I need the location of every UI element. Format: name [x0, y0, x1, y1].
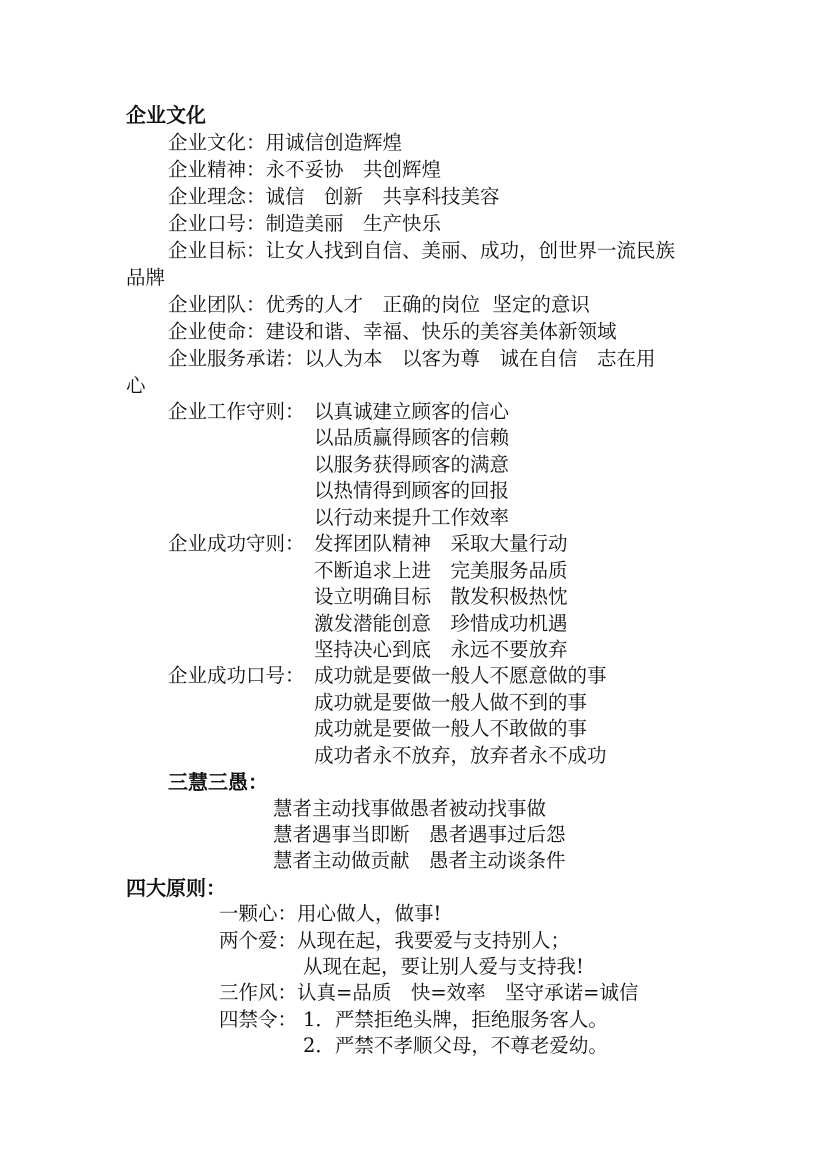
success-slogan-item: 成功就是要做一般人不敢做的事 [314, 717, 588, 740]
success-rule-item: 坚持决心到底 永远不要放弃 [314, 638, 568, 661]
principle-style: 三作风：认真=品质 快=效率 坚守承诺=诚信 [219, 981, 639, 1004]
success-rules-label: 企业成功守则： [168, 532, 305, 555]
wisdom-title: 三慧三愚： [168, 770, 268, 794]
principle-bans-label: 四禁令： [219, 1008, 298, 1031]
work-rule-item: 以真诚建立顾客的信心 [314, 400, 510, 423]
work-rule-item: 以服务获得顾客的满意 [314, 453, 510, 476]
wisdom-item: 慧者主动找事做愚者被动找事做 [273, 797, 547, 820]
philosophy-line: 企业理念：诚信 创新 共享科技美容 [168, 185, 500, 208]
spirit-line: 企业精神：永不妥协 共创辉煌 [168, 158, 442, 181]
principle-ban-item: 1．严禁拒绝头牌，拒绝服务客人。 [303, 1008, 608, 1031]
work-rules-label: 企业工作守则： [168, 400, 305, 423]
success-slogan-item: 成功就是要做一般人做不到的事 [314, 691, 588, 714]
culture-line: 企业文化：用诚信创造辉煌 [168, 131, 403, 154]
success-rule-item: 发挥团队精神 采取大量行动 [314, 532, 568, 555]
work-rule-item: 以品质赢得顾客的信赖 [314, 426, 510, 449]
goal-line: 企业目标：让女人找到自信、美丽、成功，创世界一流民族 [168, 239, 676, 262]
success-slogan-item: 成功者永不放弃，放弃者永不成功 [314, 744, 607, 767]
success-slogan-label: 企业成功口号： [168, 664, 305, 687]
mission-line: 企业使命：建设和谐、幸福、快乐的美容美体新领域 [168, 320, 617, 343]
service-line-continued: 心 [126, 374, 146, 397]
goal-line-continued: 品牌 [126, 266, 166, 289]
success-rule-item: 激发潜能创意 珍惜成功机遇 [314, 612, 568, 635]
section-title-corporate-culture: 企业文化 [126, 103, 206, 127]
principle-love: 两个爱：从现在起，我要爱与支持别人； [219, 929, 571, 952]
service-line: 企业服务承诺：以人为本 以客为尊 诚在自信 志在用 [168, 347, 656, 370]
principle-heart: 一颗心：用心做人，做事! [219, 902, 442, 925]
principles-title: 四大原则： [126, 876, 226, 900]
team-line: 企业团队：优秀的人才 正确的岗位 坚定的意识 [168, 293, 590, 316]
work-rule-item: 以行动来提升工作效率 [314, 506, 510, 529]
work-rule-item: 以热情得到顾客的回报 [314, 479, 510, 502]
principle-love-continued: 从现在起，要让别人爱与支持我! [303, 955, 584, 978]
principle-ban-item: 2．严禁不孝顺父母，不尊老爱幼。 [303, 1034, 608, 1057]
wisdom-item: 慧者遇事当即断 愚者遇事过后怨 [273, 823, 566, 846]
success-rule-item: 设立明确目标 散发积极热忱 [314, 585, 568, 608]
success-rule-item: 不断追求上进 完美服务品质 [314, 559, 568, 582]
success-slogan-item: 成功就是要做一般人不愿意做的事 [314, 664, 607, 687]
slogan-line: 企业口号：制造美丽 生产快乐 [168, 212, 442, 235]
wisdom-item: 慧者主动做贡献 愚者主动谈条件 [273, 849, 566, 872]
